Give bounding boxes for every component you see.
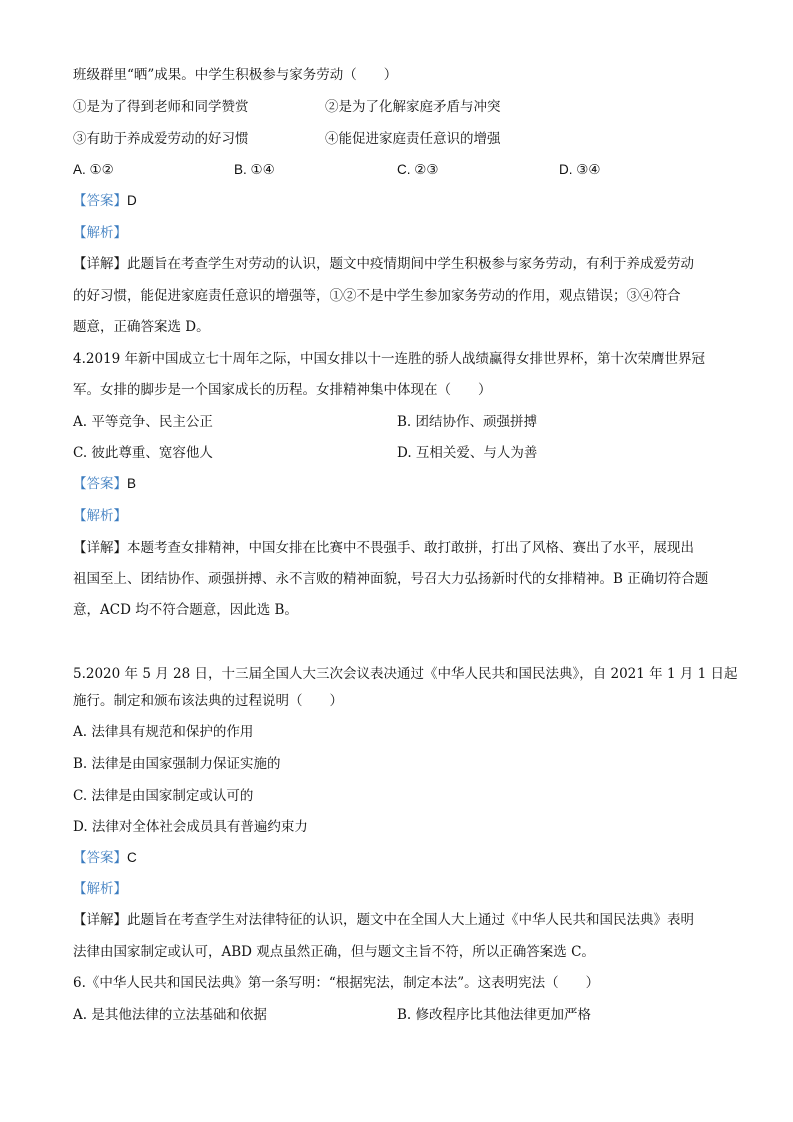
q3-option-b: B. ①④ xyxy=(234,162,275,177)
q6-option-a: A. 是其他法律的立法基础和依据 xyxy=(73,1007,267,1023)
q3-option-d: D. ③④ xyxy=(559,162,601,177)
answer-value: C xyxy=(127,850,137,865)
q5-option-c: C. 法律是由国家制定或认可的 xyxy=(73,788,254,804)
q4-stem-line: 4.2019 年新中国成立七十周年之际，中国女排以十一连胜的骄人战绩赢得女排世界杯，第十次荣膺世界冠 xyxy=(73,351,706,367)
q3-detail-line: 题意，正确答案选 D。 xyxy=(73,319,210,335)
q5-stem-line: 施行。制定和颁布该法典的过程说明（ ） xyxy=(73,693,343,709)
answer-label: 【答案】 xyxy=(73,850,127,866)
q3-stem: 班级群里“晒”成果。中学生积极参与家务劳动（ ） xyxy=(73,67,398,83)
q4-analysis-label: 【解析】 xyxy=(73,508,127,524)
answer-value: B xyxy=(127,476,137,491)
q3-detail-line: 的好习惯，能促进家庭责任意识的增强等，①②不是中学生参加家务劳动的作用，观点错误；③④符合 xyxy=(73,288,681,304)
q3-item-4: ④能促进家庭责任意识的增强 xyxy=(325,131,501,147)
q4-detail-line: 意，ACD 均不符合题意，因此选 B。 xyxy=(73,602,298,618)
q5-option-a: A. 法律具有规范和保护的作用 xyxy=(73,724,254,740)
answer-label: 【答案】 xyxy=(73,193,127,209)
q3-detail-line: 【详解】此题旨在考查学生对劳动的认识，题文中疫情期间中学生积极参与家务劳动，有利于养成爱劳动 xyxy=(73,256,694,272)
q4-option-a: A. 平等竞争、民主公正 xyxy=(73,414,213,430)
q4-detail-line: 【详解】本题考查女排精神，中国女排在比赛中不畏强手、敢打敢拼，打出了风格、赛出了水平，展现出 xyxy=(73,540,694,556)
q6-option-b: B. 修改程序比其他法律更加严格 xyxy=(397,1007,592,1023)
q3-analysis-label: 【解析】 xyxy=(73,225,127,241)
q5-detail-line: 法律由国家制定或认可，ABD 观点虽然正确，但与题文主旨不符，所以正确答案选 C。 xyxy=(73,944,595,960)
answer-value: D xyxy=(127,193,137,208)
q4-option-d: D. 互相关爱、与人为善 xyxy=(397,445,538,461)
q5-analysis-label: 【解析】 xyxy=(73,881,127,897)
q3-item-2: ②是为了化解家庭矛盾与冲突 xyxy=(325,99,501,115)
q4-detail-line: 祖国至上、团结协作、顽强拼搏、永不言败的精神面貌，号召大力弘扬新时代的女排精神。B 正确切符合题 xyxy=(73,571,709,587)
q5-detail-line: 【详解】此题旨在考查学生对法律特征的认识，题文中在全国人大上通过《中华人民共和国民法典》表明 xyxy=(73,912,694,928)
q3-answer xyxy=(73,192,137,210)
q4-option-b: B. 团结协作、顽强拼搏 xyxy=(397,414,538,430)
q3-item-1: ①是为了得到老师和同学赞赏 xyxy=(73,99,249,115)
answer-label: 【答案】 xyxy=(73,476,127,492)
q5-stem-line: 5.2020 年 5 月 28 日，十三届全国人大三次会议表决通过《中华人民共和国民法典》，自 2021 年 1 月 1 日起 xyxy=(73,666,738,682)
q5-option-d: D. 法律对全体社会成员具有普遍约束力 xyxy=(73,819,308,835)
q4-answer xyxy=(73,475,136,493)
q3-option-c: C. ②③ xyxy=(397,162,439,177)
q6-stem: 6.《中华人民共和国民法典》第一条写明：“根据宪法，制定本法”。这表明宪法（ ） xyxy=(73,975,600,991)
q5-answer xyxy=(73,849,137,867)
q3-item-3: ③有助于养成爱劳动的好习惯 xyxy=(73,131,249,147)
q5-option-b: B. 法律是由国家强制力保证实施的 xyxy=(73,756,281,772)
q3-option-a: A. ①② xyxy=(73,162,114,177)
q4-stem-line: 军。女排的脚步是一个国家成长的历程。女排精神集中体现在（ ） xyxy=(73,382,492,398)
q4-option-c: C. 彼此尊重、宽容他人 xyxy=(73,445,213,461)
